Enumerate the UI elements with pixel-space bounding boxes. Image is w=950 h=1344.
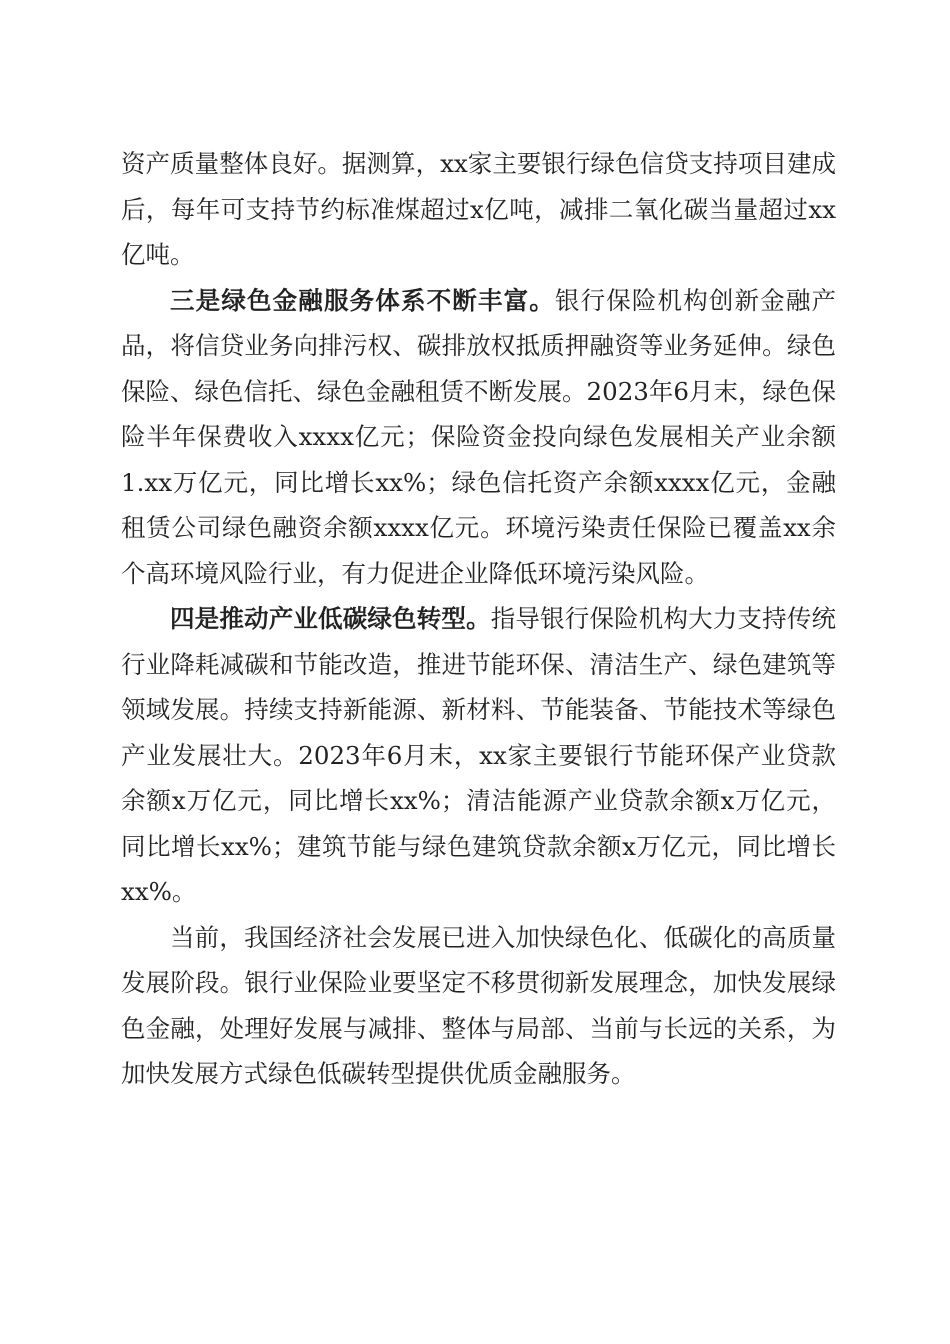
paragraph-green-finance-services [121, 278, 836, 597]
document-body [121, 141, 836, 1097]
paragraph-lead-heading: 三是绿色金融服务体系不断丰富。 [170, 285, 555, 315]
paragraph-text: 资产质量整体良好。据测算，xx家主要银行绿色信贷支持项目建成后，每年可支持节约标准煤超过x亿吨，减排二氧化碳当量超过xx亿吨。 [121, 149, 836, 269]
paragraph-lead-heading: 四是推动产业低碳绿色转型。 [170, 604, 491, 633]
paragraph-asset-quality [121, 141, 836, 278]
paragraph-conclusion [121, 915, 836, 1097]
paragraph-text: 指导银行保险机构大力支持传统行业降耗减碳和节能改造，推进节能环保、清洁生产、绿色建筑等领域发展。持续支持新能源、新材料、节能装备、节能技术等绿色产业发展壮大。2023年6月末，xx家主要银行节能环保产业贷款余额x万亿元，同比增长xx%；清洁能源产业贷款余额x万亿元，同比增长xx%；建筑节能与绿色建筑贷款余额x万亿元，同比增长xx%。 [121, 604, 836, 906]
paragraph-text: 当前，我国经济社会发展已进入加快绿色化、低碳化的高质量发展阶段。银行业保险业要坚定不移贯彻新发展理念，加快发展绿色金融，处理好发展与减排、整体与局部、当前与长远的关系，为加快发展方式绿色低碳转型提供优质金融服务。 [121, 922, 836, 1088]
paragraph-low-carbon-transition [121, 596, 836, 915]
paragraph-text: 银行保险机构创新金融产品，将信贷业务向排污权、碳排放权抵质押融资等业务延伸。绿色保险、绿色信托、绿色金融租赁不断发展。2023年6月末，绿色保险半年保费收入xxxx亿元；保险资金投向绿色发展相关产业余额1.xx万亿元，同比增长xx%；绿色信托资产余额xxxx亿元，金融租赁公司绿色融资余额xxxx亿元。环境污染责任保险已覆盖xx余个高环境风险行业，有力促进企业降低环境污染风险。 [121, 285, 837, 588]
